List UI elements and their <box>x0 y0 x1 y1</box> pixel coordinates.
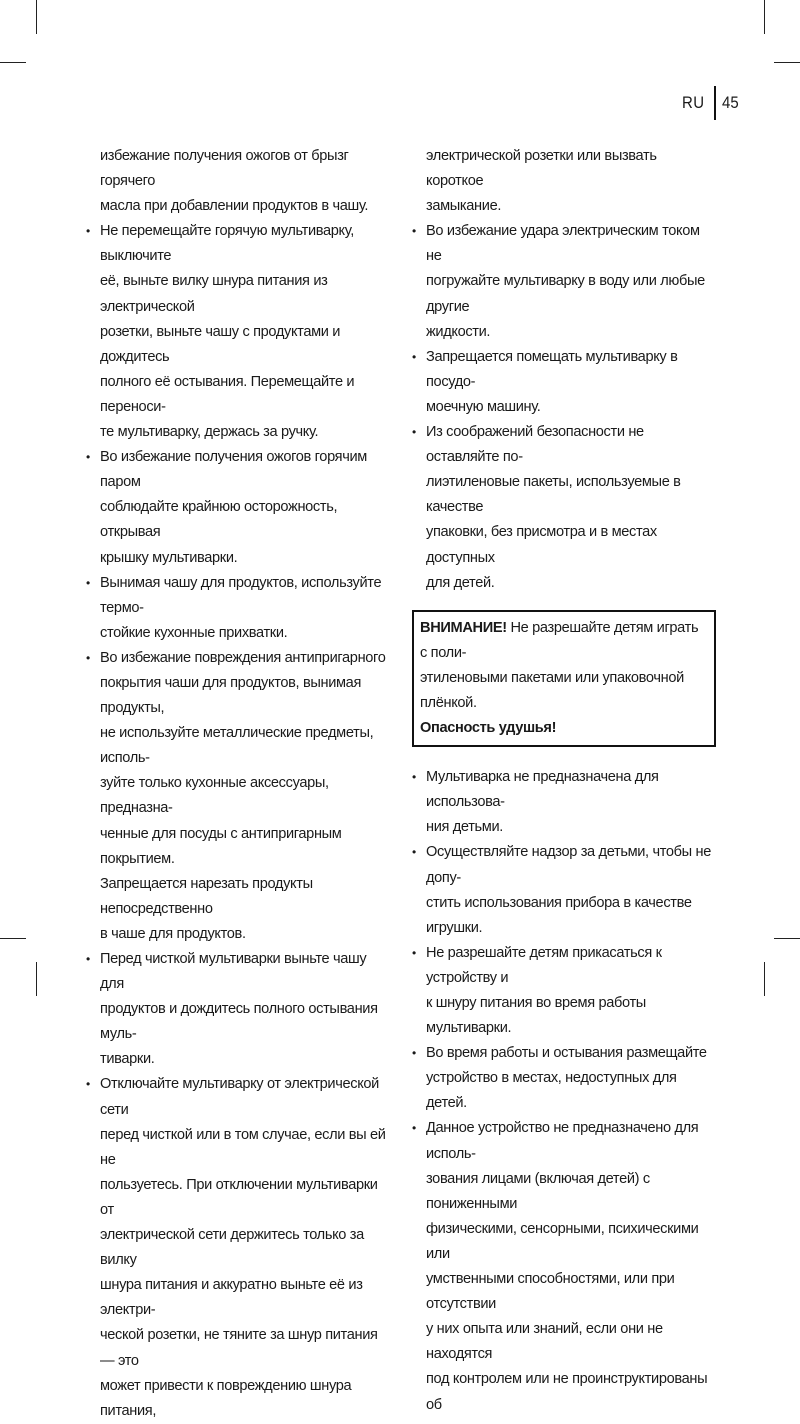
list-item: • Не перемещайте горячую мультиварку, выключите eё, выньте вилку шнура питания из электрической розетки, выньте чашу с продуктами и дождитесь полного её остывания. Перемещайте и переноси- те мультиварку, держась за ручку. <box>86 219 390 445</box>
list-item: • Во время работы и остывания размещайте устройство в местах, недоступных для детей. <box>412 1041 716 1116</box>
list-item: • Данное устройство не предназначено для исполь- зования лицами (включая детей) с пониженными физическими, сенсорными, психическими или умственными способностями, или при отсутствии у них опыта или знаний, если они не находятся под контролем или не проинструктированы об <box>412 1116 716 1417</box>
warning-label: ВНИМАНИЕ! <box>420 619 507 636</box>
list-item: • Перед чисткой мультиварки выньте чашу для продуктов и дождитесь полного остывания муль- тиварки. <box>86 947 390 1072</box>
list-item: • Из соображений безопасности не оставляйте по- лиэтиленовые пакеты, используемые в качестве упаковки, без присмотра и в местах доступных для детей. <box>412 420 716 596</box>
right-bullet-list-top <box>412 219 716 595</box>
crop-mark-bottom-right-h <box>774 938 800 939</box>
crop-mark-bottom-left-h <box>0 938 26 939</box>
left-bullet-list <box>86 219 390 1424</box>
list-item: • Во избежание повреждения антипригарного покрытия чаши для продуктов, вынимая продукты, не используйте металлические предметы, исполь- зуйте только кухонные аксессуары, предназна- ченные для посуды с антипригарным покрытием. Запрещается нарезать продукты непосредственно в чаше для продуктов. <box>86 646 390 947</box>
warning-emphasis: Опасность удушья! <box>420 720 557 737</box>
list-item: • Мультиварка не предназначена для использова- ния детьми. <box>412 765 716 840</box>
crop-mark-top-left <box>36 0 37 34</box>
list-item: • Отключайте мультиварку от электрической сети перед чисткой или в том случае, если вы ей не пользуетесь. При отключении мультиварки от электрической сети держитесь только за вилку шнура питания и аккуратно выньте её из электри- ческой розетки, не тяните за шнур питания — это может привести к повреждению шнура питания, <box>86 1072 390 1423</box>
page-number: 45 <box>721 93 739 112</box>
language-code: RU <box>682 93 705 112</box>
left-column <box>86 144 390 1424</box>
right-continuation-text: электрической розетки или вызвать короткое замыкание. <box>426 148 657 215</box>
crop-mark-top-right <box>764 0 765 34</box>
crop-mark-top-right-h <box>774 62 800 63</box>
list-item: • Осуществляйте надзор за детьми, чтобы не допу- стить использования прибора в качестве игрушки. <box>412 840 716 940</box>
page-header <box>682 86 740 120</box>
crop-mark-bottom-right <box>764 962 765 996</box>
list-item: • Не разрешайте детям прикасаться к устройству и к шнуру питания во время работы мультиварки. <box>412 941 716 1041</box>
list-item: • Вынимая чашу для продуктов, используйте термо- стойкие кухонные прихватки. <box>86 571 390 646</box>
warning-box <box>412 610 716 747</box>
list-item: • Во избежание удара электрическим током не погружайте мультиварку в воду или любые другие жидкости. <box>412 219 716 344</box>
left-continuation-text: избежание получения ожогов от брызг горячего масла при добавлении продуктов в чашу. <box>100 148 369 215</box>
warning-text: Не разрешайте детям играть с поли- этиленовыми пакетами или упаковочной плёнкой. <box>420 619 699 711</box>
right-bullet-list-bottom <box>412 765 716 1417</box>
header-divider <box>714 86 716 120</box>
crop-mark-bottom-left <box>36 962 37 996</box>
crop-mark-top-left-h <box>0 62 26 63</box>
right-column <box>412 144 716 1418</box>
list-item: • Во избежание получения ожогов горячим паром соблюдайте крайнюю осторожность, открывая крышку мультиварки. <box>86 445 390 570</box>
list-item: • Запрещается помещать мультиварку в посудо- моечную машину. <box>412 345 716 420</box>
